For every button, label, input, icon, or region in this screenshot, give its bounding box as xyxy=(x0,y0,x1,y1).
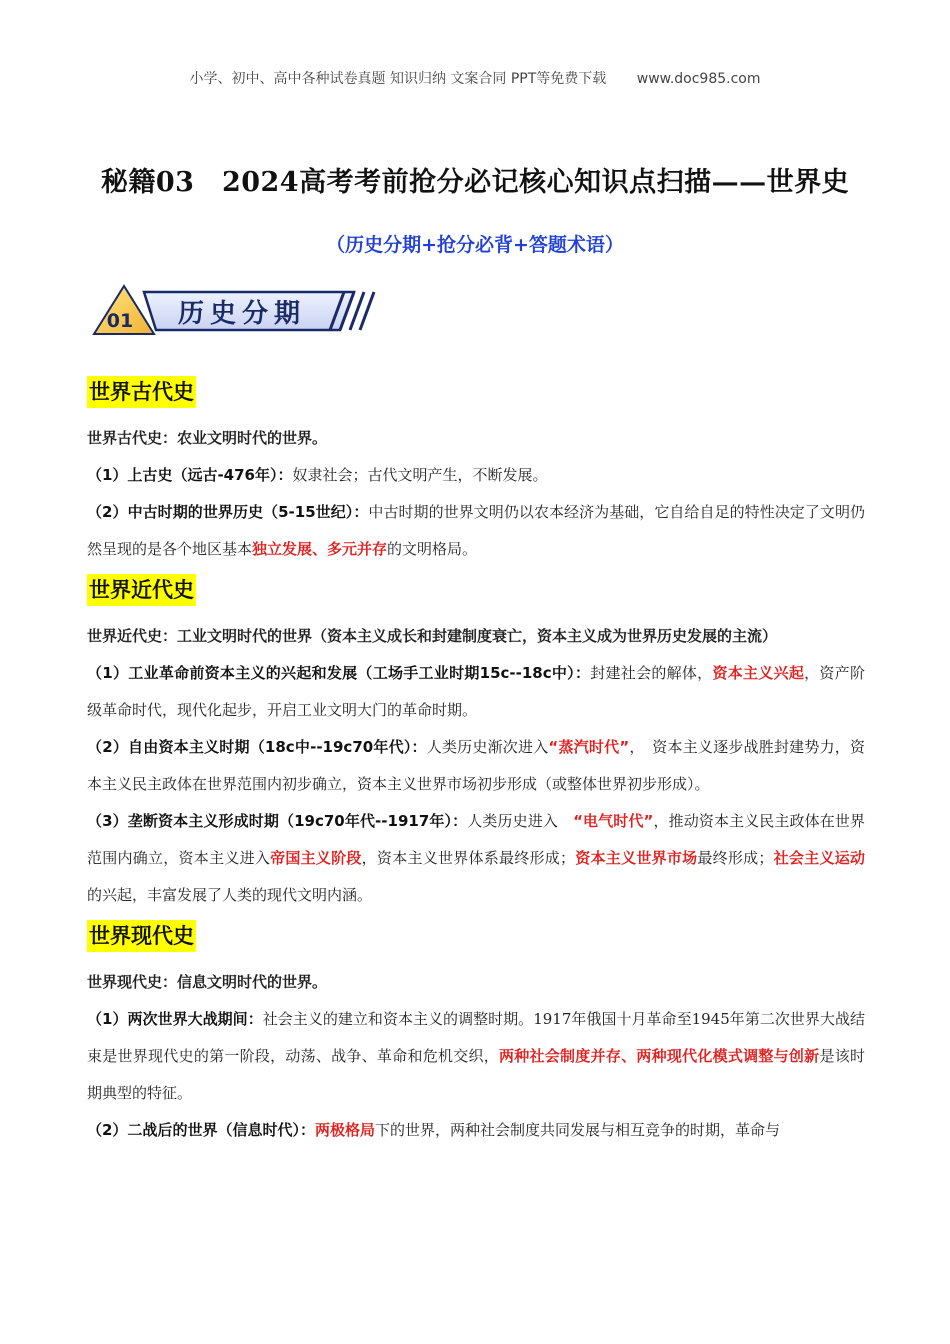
modern-item-1-label: （1）工业革命前资本主义的兴起和发展（工场手工业时期15c--18c中）： xyxy=(87,664,591,682)
modern-item-3-label: （3）垄断资本主义形成时期（19c70年代--1917年）： xyxy=(87,812,468,830)
contemporary-item-1-text-1: 社会主义的建立和资本主义的调整时期。1917年俄国十月革命至1945年第二次世界大战结束是世界现代史的第一阶段，动荡、战争、革命和危机交织， xyxy=(87,1010,865,1065)
contemporary-item-2-label: （2）二战后的世界（信息时代）： xyxy=(87,1121,315,1139)
modern-item-3-highlight-1: “电气时代” xyxy=(573,812,654,830)
modern-item-1-text-1: 封建社会的解体， xyxy=(590,664,713,682)
header-url[interactable]: www.doc985.com xyxy=(636,71,761,87)
section-title-modern: 世界近代史 xyxy=(87,574,196,606)
modern-item-3-text-1: 人类历史进入 xyxy=(467,812,574,830)
modern-item-1-highlight: 资本主义兴起 xyxy=(712,664,805,682)
modern-intro: 世界近代史：工业文明时代的世界（资本主义成长和封建制度衰亡，资本主义成为世界历史发展的主流） xyxy=(87,627,778,645)
ancient-intro: 世界古代史：农业文明时代的世界。 xyxy=(87,429,328,447)
page-title: 秘籍03 2024高考考前抢分必记核心知识点扫描——世界史 xyxy=(100,167,850,198)
ancient-item-2-text-1: 中古时期的世界文明仍以农本经济为基础，它自给自足的特性决定了文明仍然呈现的是各个地区基本 xyxy=(87,503,865,558)
header-text: 小学、初中、高中各种试卷真题 知识归纳 文案合同 PPT等免费下载 xyxy=(189,71,607,87)
contemporary-item-2-highlight: 两极格局 xyxy=(314,1121,375,1139)
page-subtitle: （历史分期+抢分必背+答题术语） xyxy=(326,234,624,256)
modern-item-2 xyxy=(87,729,865,803)
modern-item-1 xyxy=(87,655,865,729)
modern-item-3-text-2: ，推动资本主义民主政体在世界范围内确立，资本主义进入 xyxy=(87,812,866,867)
modern-item-3-text-4: 最终形成； xyxy=(697,849,774,867)
modern-item-3-highlight-4: 社会主义运动 xyxy=(773,849,865,867)
section-ancient xyxy=(87,376,865,568)
main-content xyxy=(87,376,865,1155)
section-banner xyxy=(92,284,382,336)
page-header xyxy=(0,68,950,88)
banner-number: 01 xyxy=(106,310,134,332)
modern-item-3 xyxy=(87,803,865,914)
contemporary-item-1 xyxy=(87,1001,865,1112)
ancient-item-2-label: （2）中古时期的世界历史（5-15世纪）： xyxy=(87,503,369,521)
contemporary-item-1-label: （1）两次世界大战期间： xyxy=(87,1010,263,1028)
modern-item-2-text-2: ， 资本主义逐步战胜封建势力，资本主义民主政体在世界范围内初步确立，资本主义世界市场初步形成（或整体世界初步形成）。 xyxy=(87,738,866,793)
banner-label: 历史分期 xyxy=(177,299,307,329)
modern-item-3-text-3: ，资本主义世界体系最终形成； xyxy=(361,849,576,867)
modern-item-2-label: （2）自由资本主义时期（18c中--19c70年代）： xyxy=(87,738,427,756)
modern-item-2-text-1: 人类历史渐次进入 xyxy=(426,738,549,756)
ancient-item-1-label: （1）上古史（远古-476年）： xyxy=(87,466,293,484)
section-title-contemporary: 世界现代史 xyxy=(87,920,196,952)
modern-item-3-highlight-2: 帝国主义阶段 xyxy=(270,849,362,867)
ancient-item-1-text: 奴隶社会；古代文明产生，不断发展。 xyxy=(292,466,548,484)
contemporary-intro: 世界现代史：信息文明时代的世界。 xyxy=(87,973,328,991)
modern-item-3-text-5: 的兴起，丰富发展了人类的现代文明内涵。 xyxy=(87,886,373,904)
section-contemporary xyxy=(87,920,865,1149)
section-modern xyxy=(87,574,865,914)
contemporary-item-1-highlight: 两种社会制度并存、两种现代化模式调整与创新 xyxy=(499,1047,820,1065)
section-title-ancient: 世界古代史 xyxy=(87,376,196,408)
modern-item-1-text-2: ，资产阶级革命时代，现代化起步，开启工业文明大门的革命时期。 xyxy=(87,664,865,719)
ancient-item-2 xyxy=(87,494,865,568)
contemporary-item-2-text-1: 下的世界，两种社会制度共同发展与相互竞争的时期，革命与 xyxy=(374,1121,780,1139)
contemporary-item-2 xyxy=(87,1112,865,1149)
ancient-item-2-text-2: 的文明格局。 xyxy=(387,540,478,558)
ancient-item-2-highlight: 独立发展、多元并存 xyxy=(252,540,388,558)
modern-item-3-highlight-3: 资本主义世界市场 xyxy=(575,849,698,867)
ancient-item-1 xyxy=(87,457,865,494)
contemporary-item-1-text-2: 是该时期典型的特征。 xyxy=(87,1047,865,1102)
modern-item-2-highlight: “蒸汽时代” xyxy=(548,738,630,756)
